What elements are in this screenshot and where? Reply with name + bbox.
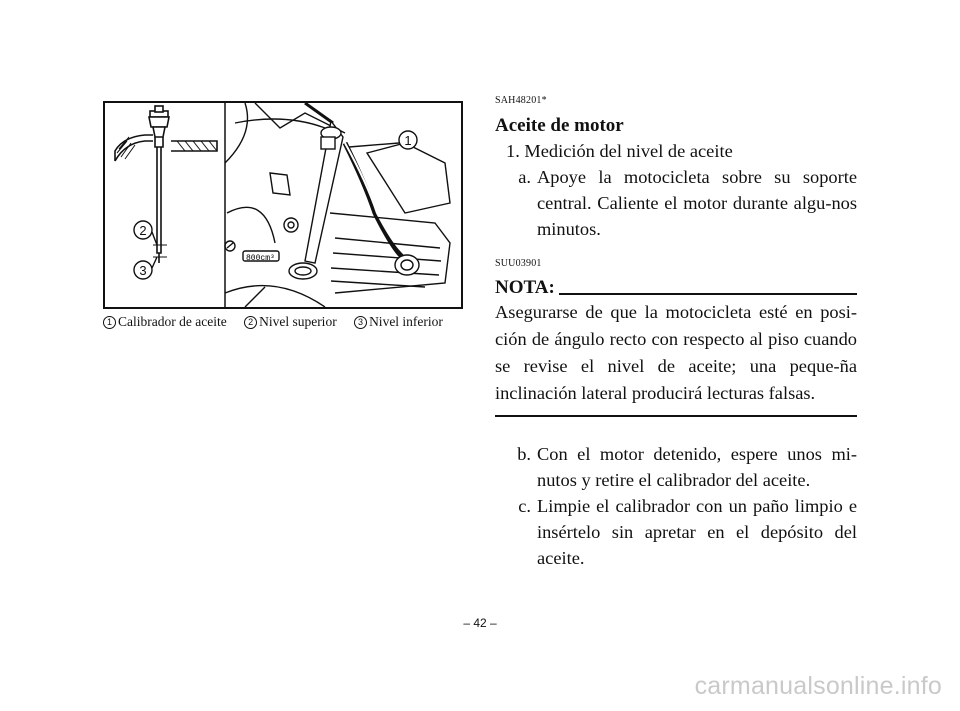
instructions-column <box>495 95 857 571</box>
illustration-svg <box>105 103 461 307</box>
steps-after-note <box>495 441 857 571</box>
caption-item-upper-level <box>244 314 337 329</box>
callout-3: 3 <box>139 263 147 278</box>
oil-dipstick-illustration <box>103 101 463 309</box>
odometer-label: 800cm³ <box>246 254 275 263</box>
step-1: 1. Medición del nivel de aceite <box>506 141 733 161</box>
substep-b <box>495 441 857 493</box>
substep-c-label: c. <box>518 496 531 516</box>
note-heading: NOTA: <box>495 277 555 298</box>
caption-label-1: Calibrador de aceite <box>118 314 227 329</box>
page-number: – 42 – <box>463 616 497 630</box>
note-code: SUU03901 <box>495 258 542 269</box>
section-title: Aceite de motor <box>495 115 624 136</box>
watermark: carmanualsonline.info <box>694 672 942 700</box>
substep-b-label: b. <box>517 444 531 464</box>
caption-item-lower-level <box>354 314 443 329</box>
caption-num-3: 3 <box>354 316 367 329</box>
substep-c-text: Limpie el calibrador con un paño limpio e insértelo sin apretar en el depósito del aceite. <box>537 496 857 568</box>
note-text: Asegurarse de que la motocicleta esté en posi-ción de ángulo recto con respecto al piso cuando se revise el nivel de aceite; una peque-ña inclinación lateral producirá lecturas falsas. <box>495 302 857 403</box>
caption-num-1: 1 <box>103 316 116 329</box>
caption-item-dipstick <box>103 314 227 329</box>
caption-label-2: Nivel superior <box>259 314 337 329</box>
note-header <box>495 277 857 299</box>
figure-caption <box>103 314 473 330</box>
note-rule-bottom <box>495 415 857 417</box>
callout-1: 1 <box>404 133 412 148</box>
substep-a <box>495 164 857 242</box>
caption-label-3: Nivel inferior <box>369 314 443 329</box>
note-rule-top <box>559 293 857 295</box>
callout-2: 2 <box>139 223 147 238</box>
section-code: SAH48201* <box>495 95 547 106</box>
substep-c <box>495 493 857 571</box>
substep-b-text: Con el motor detenido, espere unos mi-nutos y retire el calibrador del aceite. <box>537 444 857 490</box>
caption-num-2: 2 <box>244 316 257 329</box>
substep-a-label: a. <box>518 167 531 187</box>
substep-a-text: Apoye la motocicleta sobre su soporte central. Caliente el motor durante algu-nos minutos. <box>537 167 857 239</box>
